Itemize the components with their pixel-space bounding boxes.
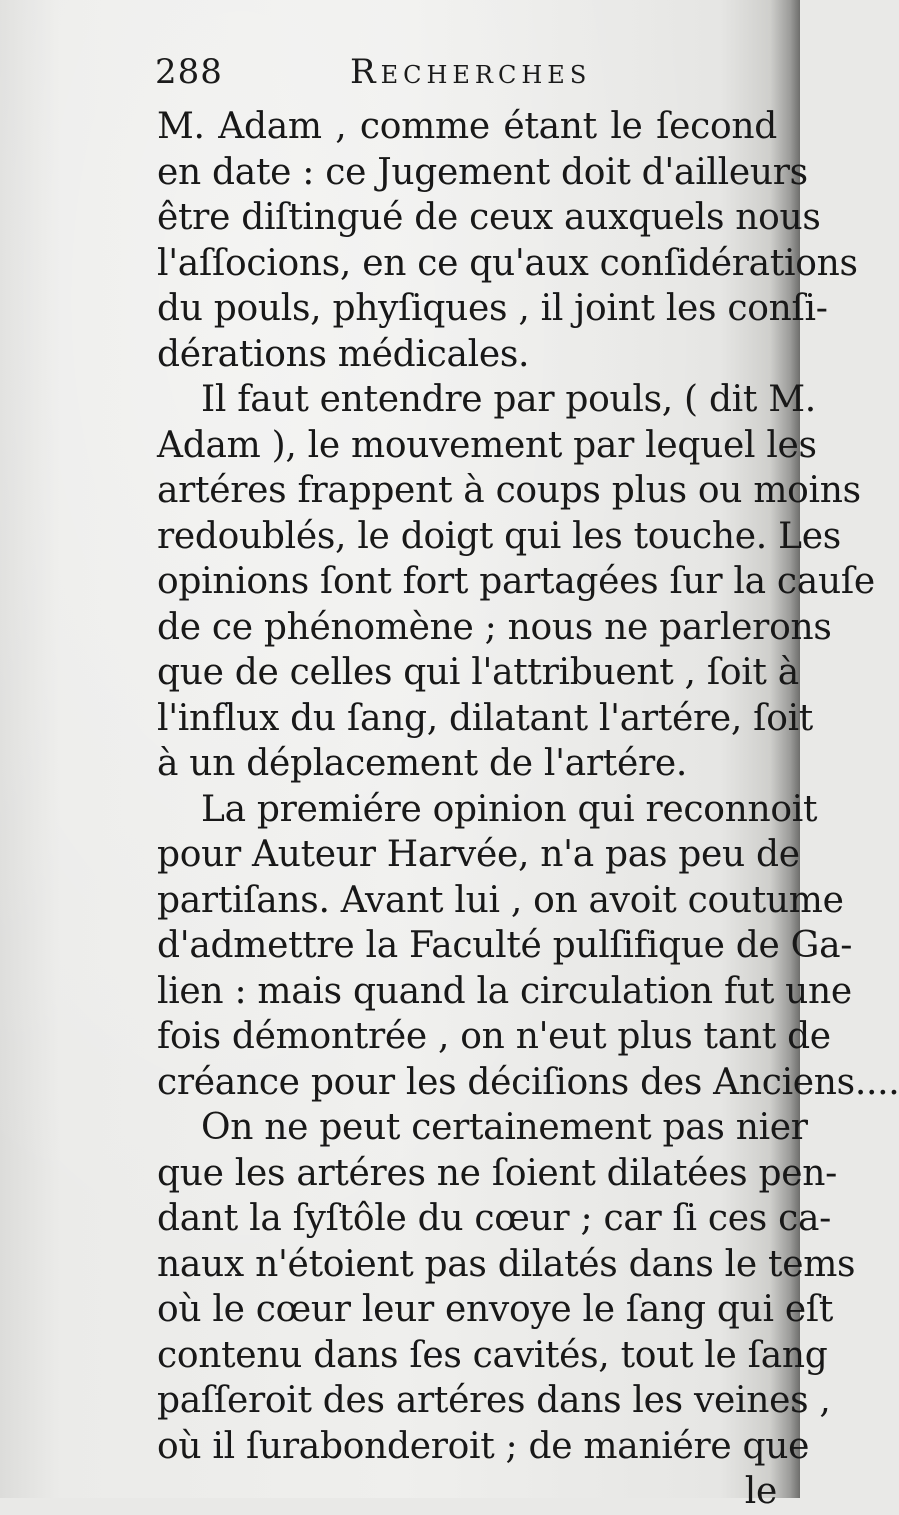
text-line: partiſans. Avant lui , on avoit coutume — [157, 879, 844, 921]
page-number: 288 — [155, 52, 223, 92]
catchword: le — [744, 1471, 777, 1512]
body-text — [157, 104, 899, 1515]
text-line: naux n'étoient pas dilatés dans le tems — [157, 1243, 856, 1285]
text-line: du pouls, phyſiques , il joint les conſi- — [157, 288, 828, 329]
text-line: d'admettre la Faculté pulſifique de Ga- — [157, 925, 853, 966]
text-line: à un déplacement de l'artére. — [157, 743, 687, 784]
text-line: où il ſurabonderoit ; de maniére que — [157, 1425, 810, 1467]
page-header — [155, 52, 645, 98]
text-line: lien : mais quand la circulation fut une — [157, 970, 852, 1012]
text-line: de ce phénomène ; nous ne parlerons — [157, 606, 832, 648]
text-line: l'influx du ſang, dilatant l'artére, ſoit — [157, 697, 813, 739]
text-line: M. Adam , comme étant le ſecond — [157, 106, 777, 147]
text-line: fois démontrée , on n'eut plus tant de — [157, 1016, 831, 1057]
text-line: opinions ſont fort partagées ſur la cauſe — [157, 561, 875, 602]
text-line: en date : ce Jugement doit d'ailleurs — [157, 151, 808, 193]
text-line: l'aſſocions, en ce qu'aux conſidérations — [157, 242, 858, 284]
text-line: Adam ), le mouvement par lequel les — [157, 424, 817, 466]
text-line: paſſeroit des artéres dans les veines , — [157, 1380, 831, 1421]
text-line: être diſtingué de ceux auxquels nous — [157, 197, 821, 238]
text-line: dant la ſyſtôle du cœur ; car ſi ces ca- — [157, 1198, 831, 1239]
text-line: artéres frappent à coups plus ou moins — [157, 470, 861, 511]
running-head: Recherches — [350, 52, 592, 92]
text-line: On ne peut certainement pas nier — [201, 1107, 808, 1148]
text-line: contenu dans ſes cavités, tout le ſang — [157, 1334, 828, 1376]
text-line: Il faut entendre par pouls, ( dit M. — [201, 379, 816, 420]
text-line: redoublés, le doigt qui les touche. Les — [157, 515, 841, 557]
text-line: où le cœur leur envoye le ſang qui eſt — [157, 1289, 834, 1330]
text-line: pour Auteur Harvée, n'a pas peu de — [157, 834, 800, 875]
text-line: que de celles qui l'attribuent , ſoit à — [157, 652, 799, 693]
text-line: que les artéres ne ſoient dilatées pen- — [157, 1152, 837, 1194]
text-line: créance pour les déciſions des Anciens.... — [157, 1061, 899, 1103]
text-line: La premiére opinion qui reconnoit — [201, 788, 818, 830]
text-line: dérations médicales. — [157, 333, 530, 375]
